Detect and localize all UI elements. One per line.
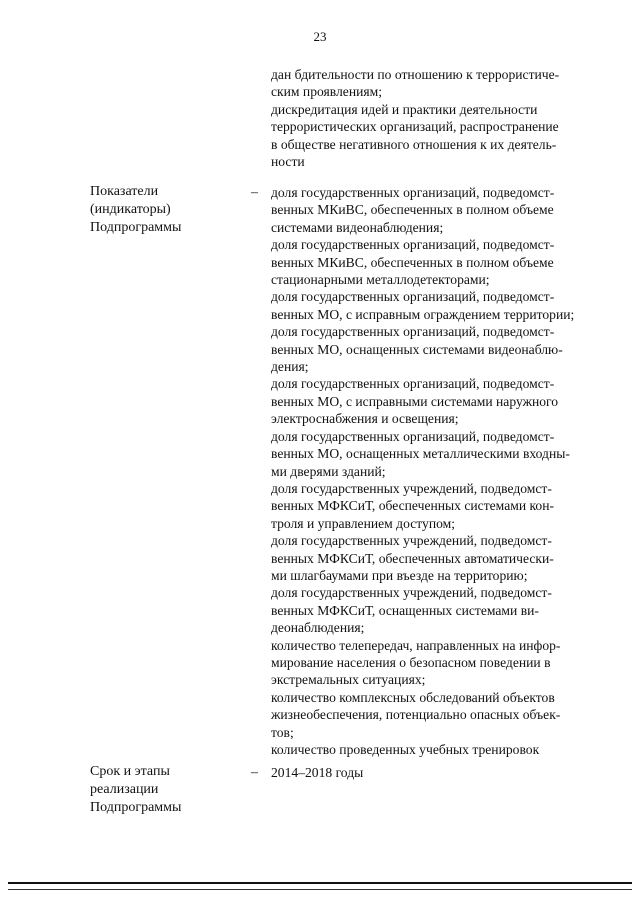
timeline-label-line: Подпрограммы [90,800,182,815]
indicator-line: количество проведенных учебных тренировок [271,742,540,757]
indicator-line: венных МО, оснащенных системами видеонаблю- [271,341,563,357]
indicator-line: венных МО, оснащенных металлическими входны- [271,446,570,462]
indicator-line: деонаблюдения; [271,620,365,636]
indicator-line: количество комплексных обследований объектов [271,689,555,705]
indicator-line: венных МФКСиТ, оснащенных системами ви- [271,602,539,618]
continuation-line: ности [271,154,305,170]
indicator-line: венных МФКСиТ, обеспеченных автоматически- [271,550,554,566]
indicator-line: доля государственных учреждений, подведомст- [271,480,552,496]
bottom-rule [8,882,632,884]
timeline-label [90,763,230,817]
continuation-line: дан бдительности по отношению к террористиче- [271,67,560,82]
indicator-line: доля государственных организаций, подведомст- [271,376,555,392]
indicator-line: троля и управлением доступом; [271,515,456,531]
indicators-label-line: Подпрограммы [90,220,182,235]
indicator-line: доля государственных организаций, подведомст- [271,289,555,305]
timeline-label-line: реализации [90,782,159,797]
indicator-line: доля государственных организаций, подведомст- [271,185,555,200]
indicator-line: венных МКиВС, обеспеченных в полном объеме [271,254,554,270]
continuation-line: террористических организаций, распространение [271,119,559,135]
indicators-text [271,184,589,758]
timeline-dash: – [251,765,258,780]
indicator-line: доля государственных учреждений, подведомст- [271,533,552,549]
indicator-line: ми дверями зданий; [271,463,386,479]
indicators-label-line: (индикаторы) [90,202,171,217]
indicator-line: доля государственных учреждений, подведомст- [271,585,552,601]
continuation-text [271,66,589,170]
indicator-line: тов; [271,724,294,740]
indicator-line: экстремальных ситуациях; [271,672,426,688]
indicator-line: венных МО, с исправными системами наружного [271,393,559,409]
continuation-line: ским проявлениям; [271,84,383,100]
page-number: 23 [313,29,327,44]
continuation-line: дискредитация идей и практики деятельности [271,101,538,117]
indicator-line: доля государственных организаций, подведомст- [271,324,555,340]
bottom-rule-thin [8,889,632,890]
indicator-line: жизнеобеспечения, потенциально опасных объек- [271,707,561,723]
indicator-line: электроснабжения и освещения; [271,411,459,427]
indicators-label [90,183,230,237]
continuation-line: в обществе негативного отношения к их деятель- [271,136,557,152]
indicator-line: венных МФКСиТ, обеспеченных системами кон- [271,498,555,514]
indicator-line: стационарными металлодетекторами; [271,272,490,288]
indicator-line: дения; [271,359,309,375]
indicators-dash: – [251,185,258,200]
indicator-line: системами видеонаблюдения; [271,219,444,235]
indicator-line: количество телепередач, направленных на инфор- [271,637,561,653]
indicator-line: мирование населения о безопасном поведении в [271,654,551,670]
timeline-value: 2014–2018 годы [271,765,364,780]
indicator-line: доля государственных организаций, подведомст- [271,237,555,253]
indicator-line: венных МО, с исправным ограждением территории; [271,306,575,322]
indicator-line: венных МКиВС, обеспеченных в полном объеме [271,202,554,218]
indicator-line: ми шлагбаумами при въезде на территорию; [271,567,528,583]
indicators-label-line: Показатели [90,184,159,199]
indicator-line: доля государственных организаций, подведомст- [271,428,555,444]
timeline-label-line: Срок и этапы [90,764,170,779]
